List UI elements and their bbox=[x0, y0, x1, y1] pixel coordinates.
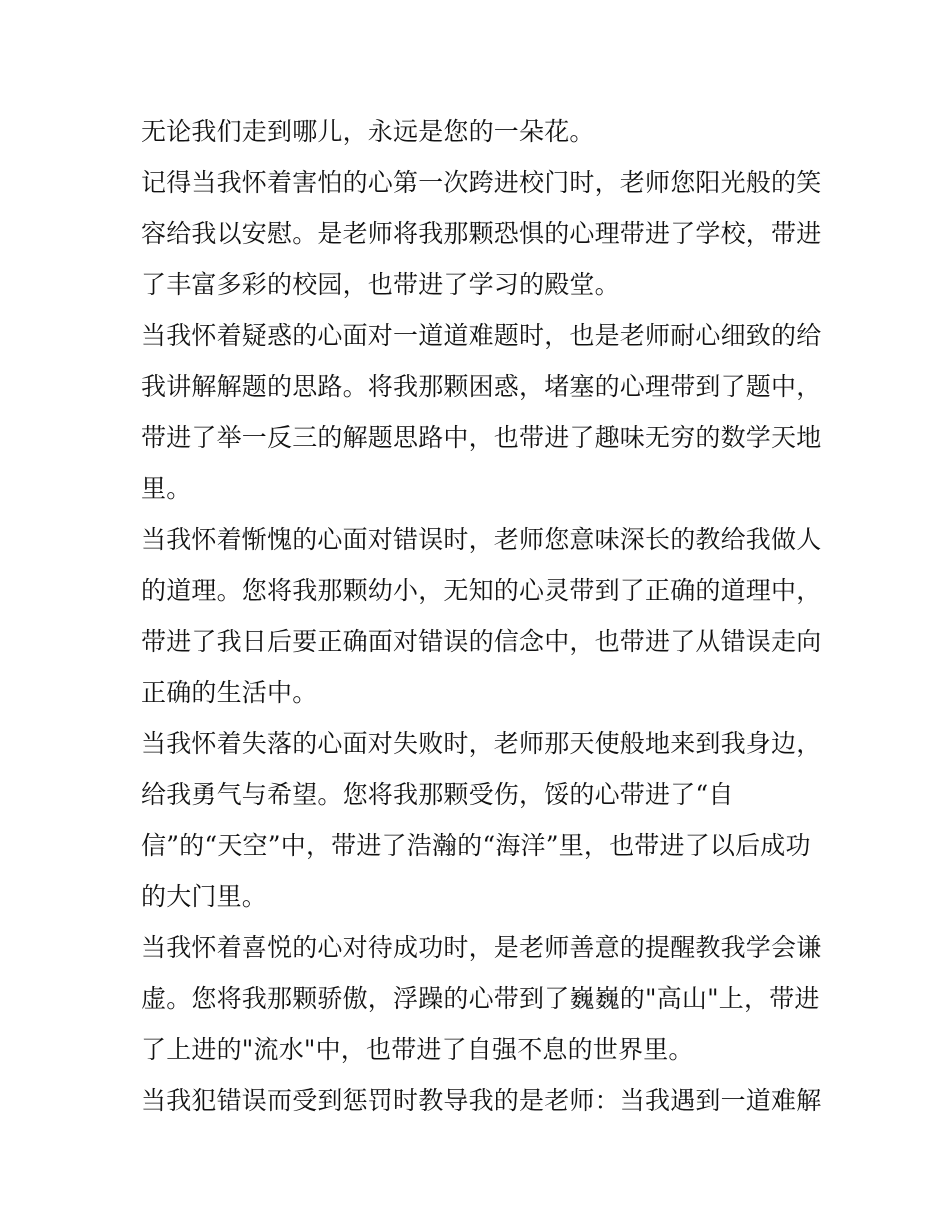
text-line: 当我怀着惭愧的心面对错误时，老师您意味深长的教给我做人 bbox=[141, 525, 822, 554]
text-line: 的道理。您将我那颗幼小，无知的心灵带到了正确的道理中， bbox=[141, 576, 822, 605]
text-line: 当我怀着喜悦的心对待成功时，是老师善意的提醒教我学会谦 bbox=[141, 933, 822, 962]
text-line: 容给我以安慰。是老师将我那颗恐惧的心理带进了学校，带进 bbox=[141, 219, 822, 248]
text-line: 当我怀着疑惑的心面对一道道难题时，也是老师耐心细致的给 bbox=[141, 321, 822, 350]
text-line: 记得当我怀着害怕的心第一次跨进校门时，老师您阳光般的笑 bbox=[141, 168, 822, 197]
text-line: 里。 bbox=[141, 474, 192, 503]
text-line: 当我怀着失落的心面对失败时，老师那天使般地来到我身边， bbox=[141, 729, 822, 758]
text-line: 当我犯错误而受到惩罚时教导我的是老师：当我遇到一道难解 bbox=[141, 1086, 822, 1115]
text-line: 了丰富多彩的校园，也带进了学习的殿堂。 bbox=[141, 270, 620, 299]
text-line: 给我勇气与希望。您将我那颗受伤，馁的心带进了“自 bbox=[141, 780, 734, 809]
text-line: 带进了我日后要正确面对错误的信念中，也带进了从错误走向 bbox=[141, 627, 822, 656]
text-line: 了上进的"流水"中，也带进了自强不息的世界里。 bbox=[141, 1035, 694, 1064]
text-line: 的大门里。 bbox=[141, 882, 268, 911]
text-line: 我讲解解题的思路。将我那颗困惑，堵塞的心理带到了题中， bbox=[141, 372, 822, 401]
text-line: 带进了举一反三的解题思路中，也带进了趣味无穷的数学天地 bbox=[141, 423, 822, 452]
text-line: 正确的生活中。 bbox=[141, 678, 318, 707]
text-line: 无论我们走到哪儿，永远是您的一朵花。 bbox=[141, 117, 595, 146]
document-body bbox=[141, 106, 821, 1126]
text-line: 虚。您将我那颗骄傲，浮躁的心带到了巍巍的"高山"上，带进 bbox=[141, 984, 820, 1013]
text-line: 信”的“天空”中，带进了浩瀚的“海洋”里，也带进了以后成功 bbox=[141, 831, 811, 860]
